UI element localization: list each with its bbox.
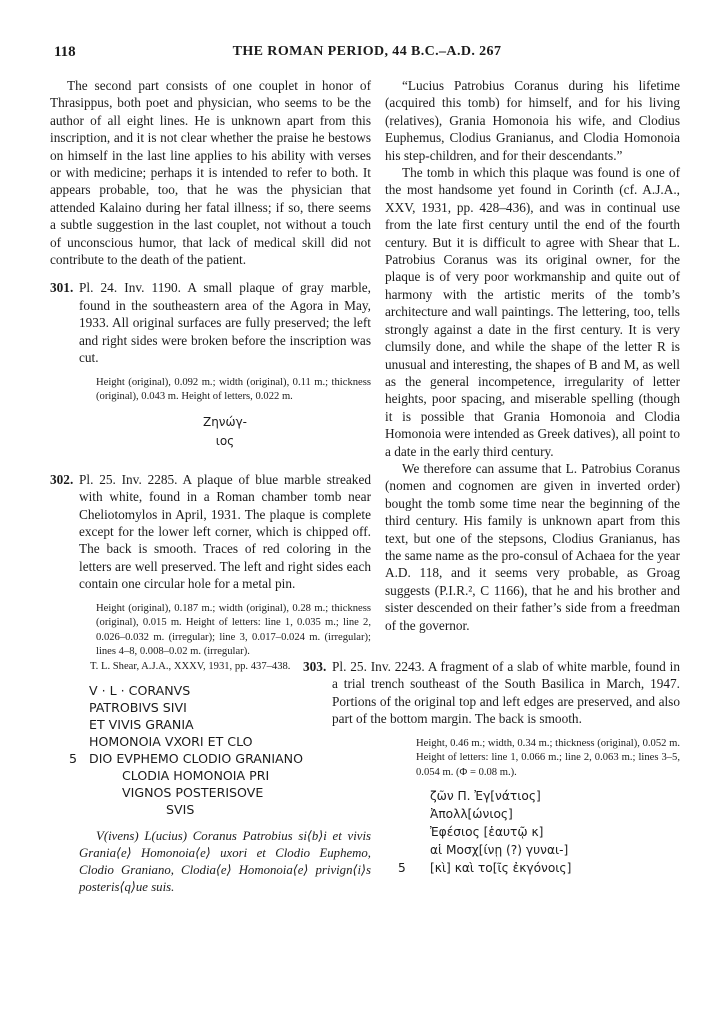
entry-number: 301. bbox=[50, 280, 74, 296]
inscription-line: PATROBIVS SIVI bbox=[89, 699, 187, 715]
line-number: 5 bbox=[398, 860, 406, 875]
intro-paragraph: The second part consists of one couplet in honor of Thrasippus, both poet and physician, who seems to be the author of all eight lines. He is unknown apart from this inscription, and it is not clear whether the praise he bestows on himself in the last line applies to his ability with verses or with medicine; perhaps it is intended to refer to both. It appears probable, too, that he was the physician that attended Kalaino during her fatal illness; if so, there seems a subtle suggestion in the last couplet, not without a touch of unconscious humor, that lack of medical skill did not contribute to the death of the patient. bbox=[50, 78, 371, 268]
inscription-line: VIGNOS POSTERISOVE bbox=[122, 785, 264, 801]
page-number: 118 bbox=[54, 44, 76, 60]
inscription-line: ζῶν Π. Ἐγ[νάτιος] bbox=[430, 789, 541, 804]
entry-number: 303. bbox=[303, 659, 327, 674]
inscription-line-text: [κὶ] καὶ το[ῖς ἐκγόνοις] bbox=[430, 860, 572, 875]
inscription-line-text: DIO EVPHEMO CLODIO GRANIANO bbox=[89, 750, 304, 766]
line-number: 5 bbox=[69, 750, 78, 766]
entry-description: Pl. 25. Inv. 2285. A plaque of blue marble streaked with white, found in a Roman chamber tomb near Cheliotomylos in April, 1931. The plaque is complete except for the lower left corner, which is chipped off. The back is smooth. Traces of red coloring in the letters are well preserved. The left and right sides each contain one circular hole for a metal pin. bbox=[79, 471, 371, 592]
inscription-line: αἱ Μοσχ[ίνῃ (?) γυναι-] bbox=[430, 842, 569, 857]
entry-measurements: Height (original), 0.187 m.; width (original), 0.28 m.; thickness (original), 0.015 m. Height of letters: line 1, 0.035 m.; line 2, 0.026–0.032 m. (irregular); line 3, 0.017–0.024 m. (irregular); lines 4–8, 0.008–0.02 m. (irregular). bbox=[96, 602, 371, 658]
entry-number: 302. bbox=[50, 471, 74, 487]
translation-paragraph: “Lucius Patrobius Coranus during his lifetime (acquired this tomb) for himself, and for his living (relatives), Grania Homonoia his wife, and Clodius Euphemus, Clodius Granianus, and Clodia Homonoia his step-children, and for their descendants.” bbox=[385, 78, 680, 163]
right-column bbox=[303, 77, 680, 877]
entry-description: Pl. 25. Inv. 2243. A fragment of a slab of white marble, found in a trial trench southeast of the South Basilica in March, 1947. Portions of the original top and left edges are preserved, and also part of the bottom margin. The back is smooth. bbox=[332, 659, 680, 727]
assumption-paragraph: We therefore can assume that L. Patrobius Coranus (nomen and cognomen are given in inverted order) bought the tomb some time near the beginning of the third century. His family is unknown apart from this text, but one of the stepsons, Clodius Granianus, has the same name as the pro-consul of Achaea for the year A.D. 118, and it seems very probable, as Groag suggests (P.I.R.², C 1166), that he and his brother and sister descended on their father’s side from a freedman of the governor. bbox=[385, 460, 680, 633]
greek-inscription bbox=[79, 413, 371, 451]
greek-inscription bbox=[385, 788, 680, 877]
entry-301 bbox=[50, 279, 371, 450]
latin-transcription: V(ivens) L(ucius) Coranus Patrobius si⟨b⟩i et vivis Grania⟨e⟩ Homonoia⟨e⟩ uxori et Clodio Euphemo, Clodio Graniano, Clodia⟨e⟩ Homonoia⟨e⟩ privign⟨i⟩s posteris⟨q⟩ue suis. bbox=[79, 829, 371, 895]
page-header bbox=[54, 44, 680, 64]
inscription-line: CLODIA HOMONOIA PRI bbox=[122, 767, 270, 783]
inscription-line: HOMONOIA VXORI ET CLO bbox=[89, 733, 253, 749]
inscription-line-5 bbox=[69, 750, 371, 767]
entry-303 bbox=[303, 658, 680, 728]
inscription-line-5 bbox=[398, 860, 680, 878]
entry-description: Pl. 24. Inv. 1190. A small plaque of gray marble, found in the southeastern area of the Agora in May, 1933. All original surfaces are fully preserved; the left and right sides were broken before the inscription was cut. bbox=[79, 280, 371, 366]
inscription-line: V · L · CORANVS bbox=[89, 682, 191, 698]
entry-measurements: Height (original), 0.092 m.; width (original), 0.11 m.; thickness (original), 0.043 m. Height of letters, 0.022 m. bbox=[96, 376, 371, 403]
inscription-line: SVIS bbox=[166, 802, 195, 818]
inscription-line: Ἀπολλ[ώνιος] bbox=[430, 807, 513, 822]
left-column bbox=[50, 77, 371, 896]
entry-measurements: Height, 0.46 m.; width, 0.34 m.; thickness (original), 0.052 m. Height of letters: line 1, 0.066 m.; line 2, 0.063 m.; lines 3–5, 0.054 m. (Φ = 0.08 m.). bbox=[416, 737, 680, 778]
entry-303-details bbox=[385, 737, 680, 878]
bibliographic-reference: T. L. Shear, A.J.A., XXXV, 1931, pp. 437–438. bbox=[90, 660, 291, 672]
inscription-line: Ζηνώγ- bbox=[202, 414, 247, 429]
tomb-paragraph: The tomb in which this plaque was found is one of the most handsome yet found in Corinth (cf. A.J.A., XXV, 1931, pp. 428–436), and was in continual use from the late first century until the end of the fourth century. But it is difficult to agree with Shear that L. Patrobius Coranus was its original owner, for the plaque is of very poor workmanship and quite out of harmony with the artistic merits of the tomb’s architecture and wall paintings. The lettering, too, tells strongly against a date in the first century. It is very clumsily done, and while the shape of the letter R is unusual and interesting, the shapes of B and M, as well as the general incompetence, irregularity of letter heights, poor spacing, and miserable spelling (though it is possible that Grania Homonoia and Clodia Homonoia were intended as Greek datives), all point to a date in the early third century. bbox=[385, 165, 680, 459]
entry-body bbox=[332, 658, 680, 728]
inscription-line: ET VIVIS GRANIA bbox=[89, 716, 194, 732]
running-title: THE ROMAN PERIOD, 44 B.C.–A.D. 267 bbox=[232, 44, 502, 59]
inscription-line: Ἐφέσιος [ἑαυτῷ κ] bbox=[430, 825, 544, 839]
inscription-line: ιος bbox=[215, 433, 235, 448]
